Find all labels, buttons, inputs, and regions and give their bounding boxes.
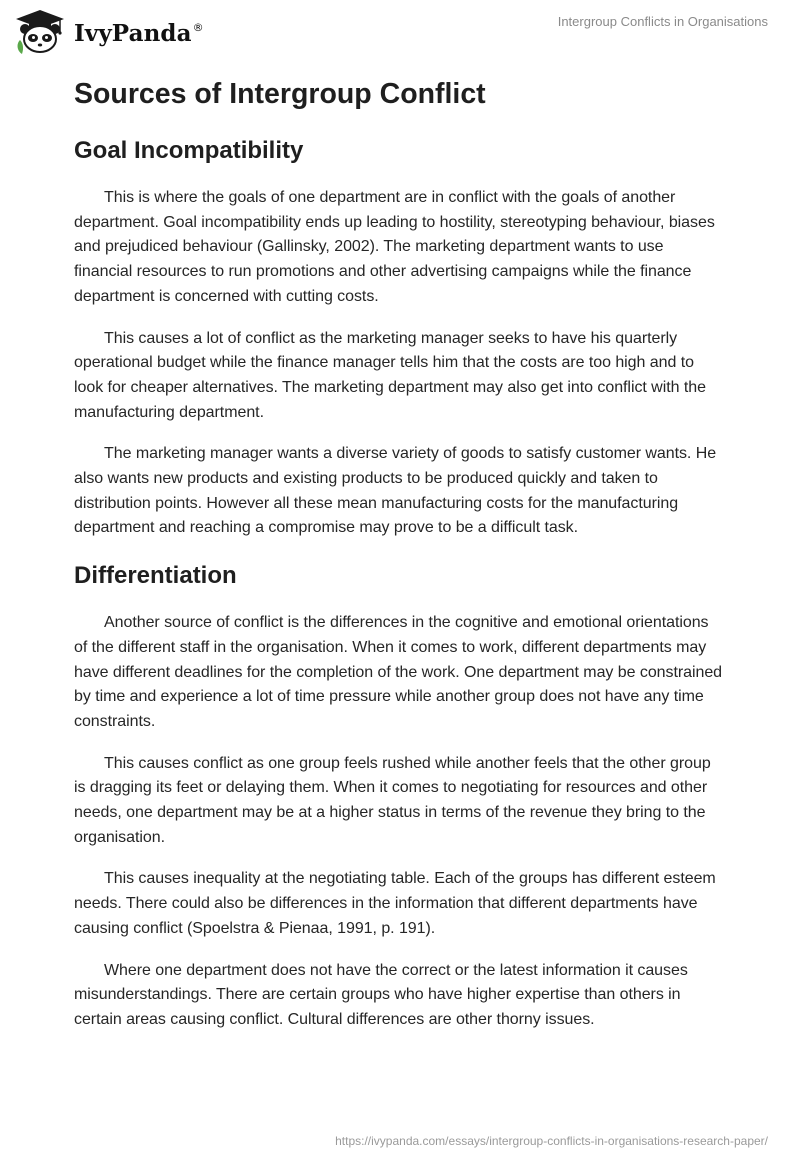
paragraph: This causes conflict as one group feels rushed while another feels that the other group is dragging its feet or delaying them. When it comes to negotiating for resources and other needs, one department may be at a higher status in terms of the revenue they bring to the organisation. xyxy=(74,754,711,846)
page-header xyxy=(0,0,800,70)
article-body xyxy=(74,72,726,1033)
registered-mark: ® xyxy=(192,20,204,34)
ivypanda-logo[interactable] xyxy=(14,8,204,56)
paragraph: Another source of conflict is the differences in the cognitive and emotional orientations of the different staff in the organisation. When it comes to work, different departments may have different deadlines for the completion of the work. One department may be constrained by time and experience a lot of time pressure while another group does not have any time constraints. xyxy=(74,614,723,730)
paragraph: The marketing manager wants a diverse variety of goods to satisfy customer wants. He also wants new products and existing products to be produced quickly and taken to distribution points. However all these mean manufacturing costs for the manufacturing department and reaching a compromise may prove to be a difficult task. xyxy=(74,445,717,537)
page-title: Sources of Intergroup Conflict xyxy=(74,78,486,110)
section-heading-goal-incompatibility: Goal Incompatibility xyxy=(74,137,304,164)
panda-graduate-icon xyxy=(14,8,66,56)
brand-name: IvyPanda® xyxy=(74,19,204,47)
paragraph: This is where the goals of one department are in conflict with the goals of another department. Goal incompatibility ends up leading to hostility, stereotyping behaviour, biases and prejudiced behaviour (Gallinsky, 2002). The marketing department wants to use financial resources to run promotions and other advertising campaigns while the finance department is concerned with cutting costs. xyxy=(74,189,715,305)
section-heading-differentiation: Differentiation xyxy=(74,562,237,590)
document-title: Intergroup Conflicts in Organisations xyxy=(557,14,768,29)
paragraph: This causes a lot of conflict as the marketing manager seeks to have his quarterly operational budget while the finance manager tells him that the costs are too high and to look for cheaper alternatives. The marketing department may also get into conflict with the manufacturing department. xyxy=(74,329,706,421)
paragraph: This causes inequality at the negotiating table. Each of the groups has different esteem needs. There could also be differences in the information that different departments have causing conflict (Spoelstra & Pienaa, 1991, p. 191). xyxy=(74,870,716,937)
source-url[interactable]: https://ivypanda.com/essays/intergroup-conflicts-in-organisations-research-paper/ xyxy=(335,1134,768,1148)
paragraph: Where one department does not have the correct or the latest information it causes misunderstandings. There are certain groups who have higher expertise than others in certain areas causing conflict. Cultural differences are other thorny issues. xyxy=(74,961,688,1028)
